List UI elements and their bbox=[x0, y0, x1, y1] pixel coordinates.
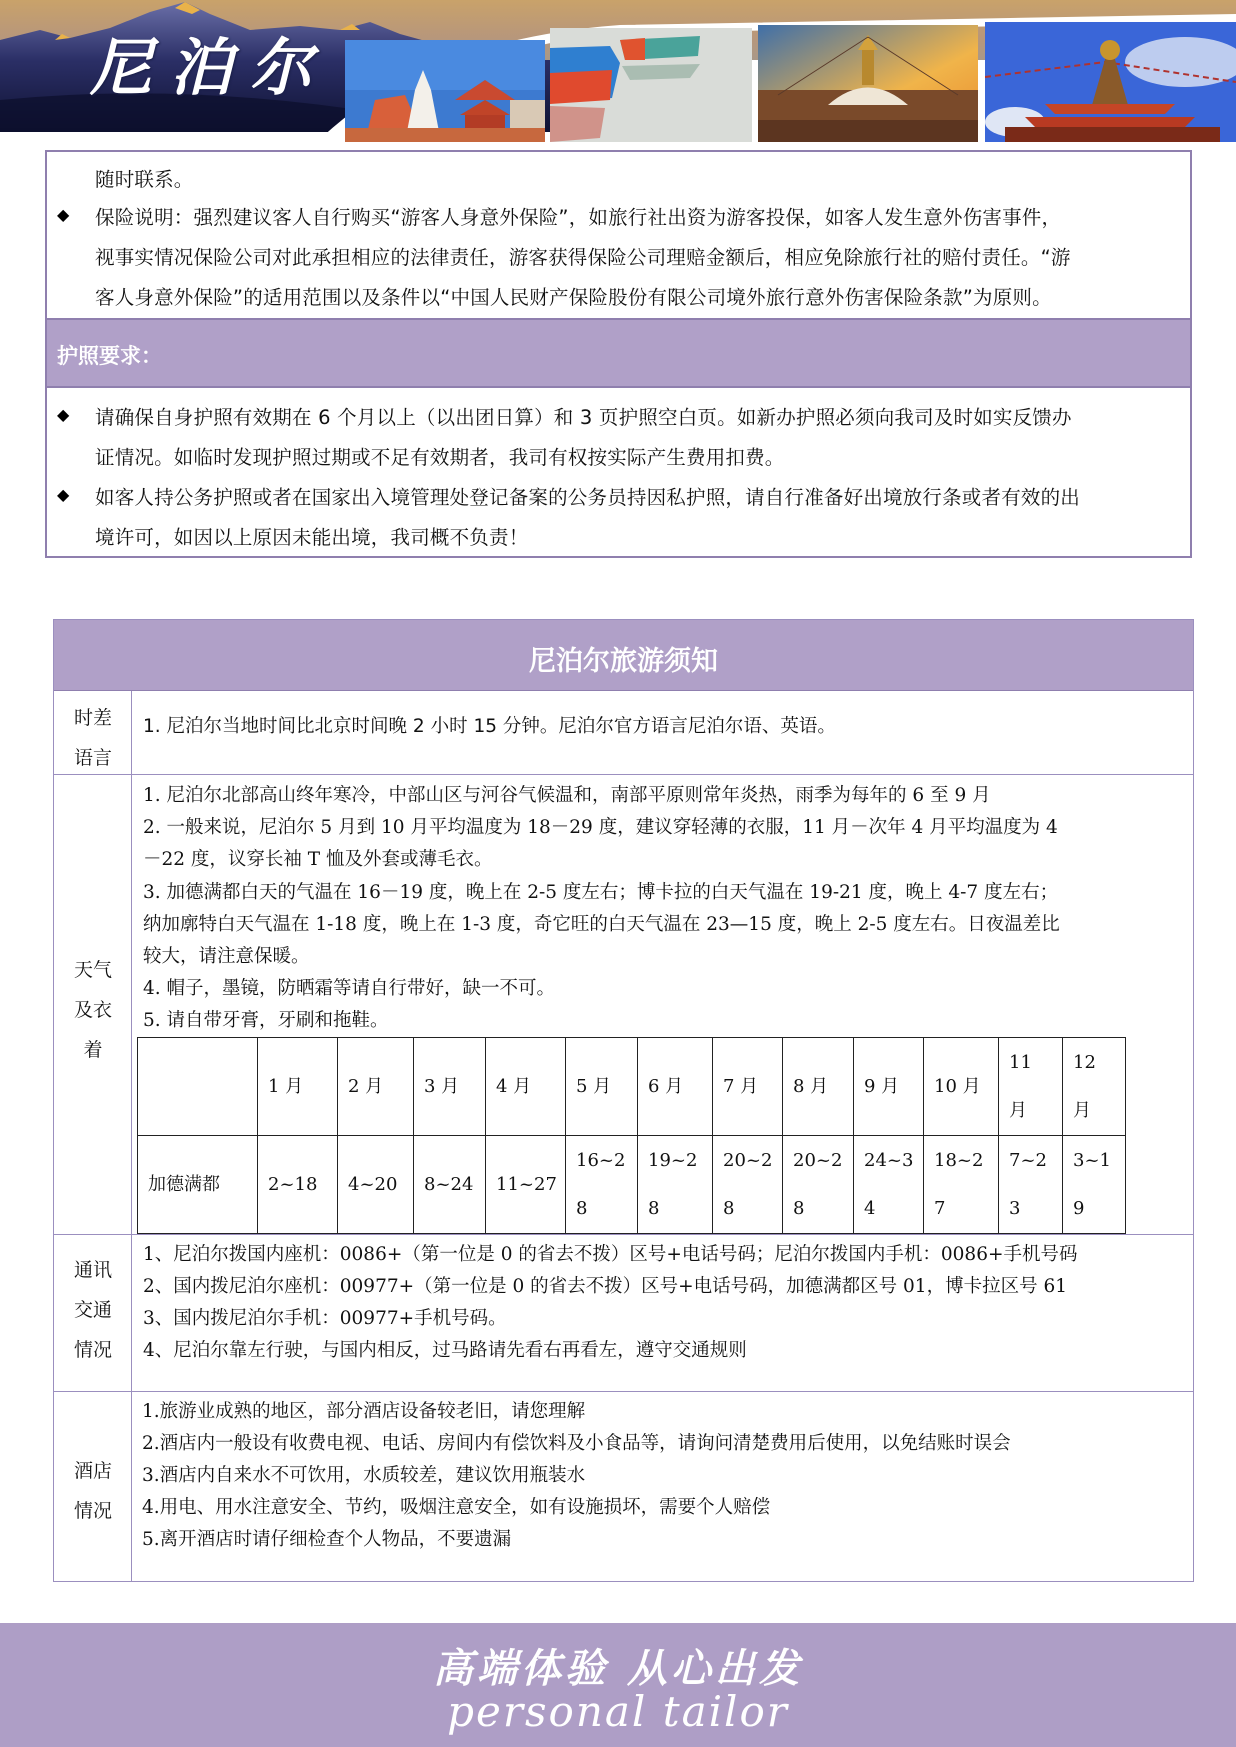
month-label: 1 月 bbox=[268, 1075, 304, 1097]
comm-line-3: 3、国内拨尼泊尔手机：00977+手机号码。 bbox=[143, 1308, 507, 1329]
temp-value: 24~3 bbox=[864, 1149, 914, 1171]
month-label: 12 bbox=[1073, 1051, 1096, 1073]
temp-value: 11~27 bbox=[496, 1173, 557, 1195]
insurance-line-3: 客人身意外保险”的适用范围以及条件以“中国人民财产保险股份有限公司境外旅行意外伤害保险条款”为原则。 bbox=[95, 286, 1052, 309]
temp-cell bbox=[713, 1136, 783, 1234]
category-label: 酒店 bbox=[73, 1460, 112, 1482]
city-label: 加德满都 bbox=[148, 1173, 220, 1195]
header-banner bbox=[0, 0, 1236, 144]
month-label: 3 月 bbox=[424, 1075, 460, 1097]
temp-value: 8 bbox=[723, 1197, 735, 1219]
temp-value: 2~18 bbox=[268, 1173, 318, 1195]
month-label: 6 月 bbox=[648, 1075, 684, 1097]
temp-cell bbox=[999, 1136, 1063, 1234]
hotel-line-4: 4.用电、用水注意安全、节约，吸烟注意安全，如有设施损坏，需要个人赔偿 bbox=[142, 1497, 771, 1518]
temp-value: 8~24 bbox=[424, 1173, 474, 1195]
comm-line-2: 2、国内拨尼泊尔座机：00977+（第一位是 0 的省去不拨）区号+电话号码，加德满都区号 01，博卡拉区号 61 bbox=[143, 1276, 1068, 1297]
boats-photo bbox=[550, 28, 752, 142]
passport-heading: 护照要求： bbox=[57, 344, 162, 368]
month-header bbox=[414, 1038, 486, 1136]
category-cell bbox=[54, 1235, 132, 1391]
category-cell bbox=[54, 775, 132, 1234]
weather-line-2: 2. 一般来说，尼泊尔 5 月到 10 月平均温度为 18－29 度，建议穿轻薄的衣服，11 月－次年 4 月平均温度为 4 bbox=[143, 817, 1058, 838]
month-header bbox=[486, 1038, 566, 1136]
hotel-line-3: 3.酒店内自来水不可饮用，水质较差，建议饮用瓶装水 bbox=[142, 1465, 586, 1486]
row-weather-clothing bbox=[54, 775, 1193, 1235]
month-label: 7 月 bbox=[723, 1075, 759, 1097]
weather-line-8: 5. 请自带牙膏，牙刷和拖鞋。 bbox=[143, 1010, 389, 1031]
temp-cell bbox=[1063, 1136, 1126, 1234]
month-label: 5 月 bbox=[576, 1075, 612, 1097]
month-label: 4 月 bbox=[496, 1075, 532, 1097]
continuation-text: 随时联系。 bbox=[95, 168, 194, 191]
climate-corner-cell bbox=[138, 1038, 258, 1136]
hotel-line-5: 5.离开酒店时请仔细检查个人物品，不要遗漏 bbox=[142, 1529, 512, 1550]
temp-cell bbox=[638, 1136, 713, 1234]
category-label: 时差 bbox=[73, 707, 112, 729]
month-header bbox=[566, 1038, 638, 1136]
hotel-line-2: 2.酒店内一般设有收费电视、电话、房间内有偿饮料及小食品等，请询问清楚费用后使用，以免结账时误会 bbox=[142, 1433, 1011, 1454]
temp-cell bbox=[924, 1136, 999, 1234]
month-header bbox=[783, 1038, 854, 1136]
insurance-line-2: 视事实情况保险公司对此承担相应的法律责任，游客获得保险公司理赔金额后，相应免除旅行社的赔付责任。“游 bbox=[95, 246, 1071, 269]
bullet-icon: ◆ bbox=[57, 485, 70, 504]
passport-requirements-box bbox=[45, 388, 1192, 558]
footer-slogan: 高端体验 从心出发 bbox=[433, 1645, 803, 1692]
row-communication-traffic bbox=[54, 1235, 1193, 1392]
temp-value: 16~2 bbox=[576, 1149, 626, 1171]
month-header bbox=[338, 1038, 414, 1136]
comm-line-1: 1、尼泊尔拨国内座机：0086+（第一位是 0 的省去不拨）区号+电话号码；尼泊尔拨国内手机：0086+手机号码 bbox=[143, 1244, 1078, 1265]
month-label: 11 bbox=[1009, 1051, 1032, 1073]
temp-value: 18~2 bbox=[934, 1149, 984, 1171]
temp-value: 8 bbox=[793, 1197, 805, 1219]
insurance-notice-box bbox=[45, 150, 1192, 320]
month-header bbox=[638, 1038, 713, 1136]
month-label: 月 bbox=[1009, 1099, 1027, 1121]
kathmandu-climate-table bbox=[137, 1037, 1126, 1234]
temp-value: 4~20 bbox=[348, 1173, 398, 1195]
travel-tips-table bbox=[53, 619, 1194, 1582]
passport-section-header bbox=[45, 320, 1192, 388]
passport-item-1-line-1: 请确保自身护照有效期在 6 个月以上（以出团日算）和 3 页护照空白页。如新办护照必须向我司及时如实反馈办 bbox=[95, 406, 1072, 429]
footer-subtitle: personal tailor bbox=[447, 1687, 789, 1736]
category-label: 通讯 bbox=[73, 1259, 112, 1281]
temp-value: 8 bbox=[648, 1197, 660, 1219]
month-label: 2 月 bbox=[348, 1075, 384, 1097]
stupa-photo bbox=[758, 25, 978, 142]
tips-table-header bbox=[54, 620, 1193, 691]
comm-line-4: 4、尼泊尔靠左行驶，与国内相反，过马路请先看右再看左，遵守交通规则 bbox=[143, 1340, 747, 1361]
temple-square-photo bbox=[345, 40, 545, 142]
month-header bbox=[999, 1038, 1063, 1136]
temp-cell bbox=[783, 1136, 854, 1234]
row-hotel bbox=[54, 1392, 1193, 1582]
banner-title: 尼泊尔 bbox=[90, 31, 331, 104]
time-language-text: 1. 尼泊尔当地时间比北京时间晚 2 小时 15 分钟。尼泊尔官方语言尼泊尔语、英语。 bbox=[143, 716, 836, 737]
month-header bbox=[854, 1038, 924, 1136]
passport-item-1-line-2: 证情况。如临时发现护照过期或不足有效期者，我司有权按实际产生费用扣费。 bbox=[95, 446, 785, 469]
weather-line-6: 较大，请注意保暖。 bbox=[143, 946, 310, 967]
city-cell bbox=[138, 1136, 258, 1234]
category-label: 天气 bbox=[73, 959, 112, 981]
temp-value: 3~1 bbox=[1073, 1149, 1111, 1171]
category-cell bbox=[54, 691, 132, 774]
weather-line-3: －22 度，议穿长袖 T 恤及外套或薄毛衣。 bbox=[143, 849, 493, 870]
pagoda-photo bbox=[985, 22, 1236, 142]
category-label: 着 bbox=[83, 1039, 103, 1061]
month-label: 月 bbox=[1073, 1099, 1091, 1121]
category-label: 交通 bbox=[73, 1299, 112, 1321]
month-label: 9 月 bbox=[864, 1075, 900, 1097]
temp-value: 3 bbox=[1009, 1197, 1021, 1219]
category-cell bbox=[54, 1392, 132, 1582]
temp-value: 9 bbox=[1073, 1197, 1085, 1219]
insurance-line-1: 保险说明：强烈建议客人自行购买“游客人身意外保险”，如旅行社出资为游客投保，如客人发生意外伤害事件， bbox=[95, 206, 1062, 229]
temp-cell bbox=[854, 1136, 924, 1234]
footer-banner bbox=[0, 1623, 1236, 1747]
weather-line-7: 4. 帽子，墨镜，防晒霜等请自行带好，缺一不可。 bbox=[143, 978, 556, 999]
temp-cell bbox=[486, 1136, 566, 1234]
month-header bbox=[1063, 1038, 1126, 1136]
month-label: 8 月 bbox=[793, 1075, 829, 1097]
category-label: 语言 bbox=[73, 747, 112, 769]
bullet-icon: ◆ bbox=[57, 205, 70, 224]
month-label: 10 月 bbox=[934, 1075, 981, 1097]
month-header bbox=[924, 1038, 999, 1136]
weather-line-5: 纳加廓特白天气温在 1-18 度，晚上在 1-3 度，奇它旺的白天气温在 23—15 度，晚上 2-5 度左右。日夜温差比 bbox=[143, 914, 1060, 935]
weather-line-1: 1. 尼泊尔北部高山终年寒冷，中部山区与河谷气候温和，南部平原则常年炎热，雨季为每年的 6 至 9 月 bbox=[143, 785, 991, 806]
temp-value: 4 bbox=[864, 1197, 876, 1219]
category-label: 情况 bbox=[73, 1339, 112, 1361]
temp-value: 8 bbox=[576, 1197, 588, 1219]
passport-item-2-line-2: 境许可，如因以上原因未能出境，我司概不负责！ bbox=[95, 526, 529, 549]
temp-value: 20~2 bbox=[723, 1149, 773, 1171]
passport-item-2-line-1: 如客人持公务护照或者在国家出入境管理处登记备案的公务员持因私护照，请自行准备好出境放行条或者有效的出 bbox=[95, 486, 1081, 509]
climate-header-row bbox=[138, 1038, 1126, 1136]
temp-value: 19~2 bbox=[648, 1149, 698, 1171]
temp-cell bbox=[414, 1136, 486, 1234]
temp-value: 20~2 bbox=[793, 1149, 843, 1171]
temp-cell bbox=[566, 1136, 638, 1234]
category-label: 情况 bbox=[73, 1500, 112, 1522]
temp-value: 7 bbox=[934, 1197, 946, 1219]
tips-table-title: 尼泊尔旅游须知 bbox=[529, 646, 718, 677]
climate-values-row bbox=[138, 1136, 1126, 1234]
category-label: 及衣 bbox=[73, 999, 112, 1021]
temp-cell bbox=[258, 1136, 338, 1234]
temp-cell bbox=[338, 1136, 414, 1234]
weather-line-4: 3. 加德满都白天的气温在 16－19 度，晚上在 2-5 度左右；博卡拉的白天气温在 19-21 度，晚上 4-7 度左右； bbox=[143, 882, 1059, 903]
month-header bbox=[258, 1038, 338, 1136]
temp-value: 7~2 bbox=[1009, 1149, 1047, 1171]
row-time-language bbox=[54, 691, 1193, 775]
hotel-line-1: 1.旅游业成熟的地区，部分酒店设备较老旧，请您理解 bbox=[142, 1401, 586, 1422]
bullet-icon: ◆ bbox=[57, 405, 70, 424]
month-header bbox=[713, 1038, 783, 1136]
